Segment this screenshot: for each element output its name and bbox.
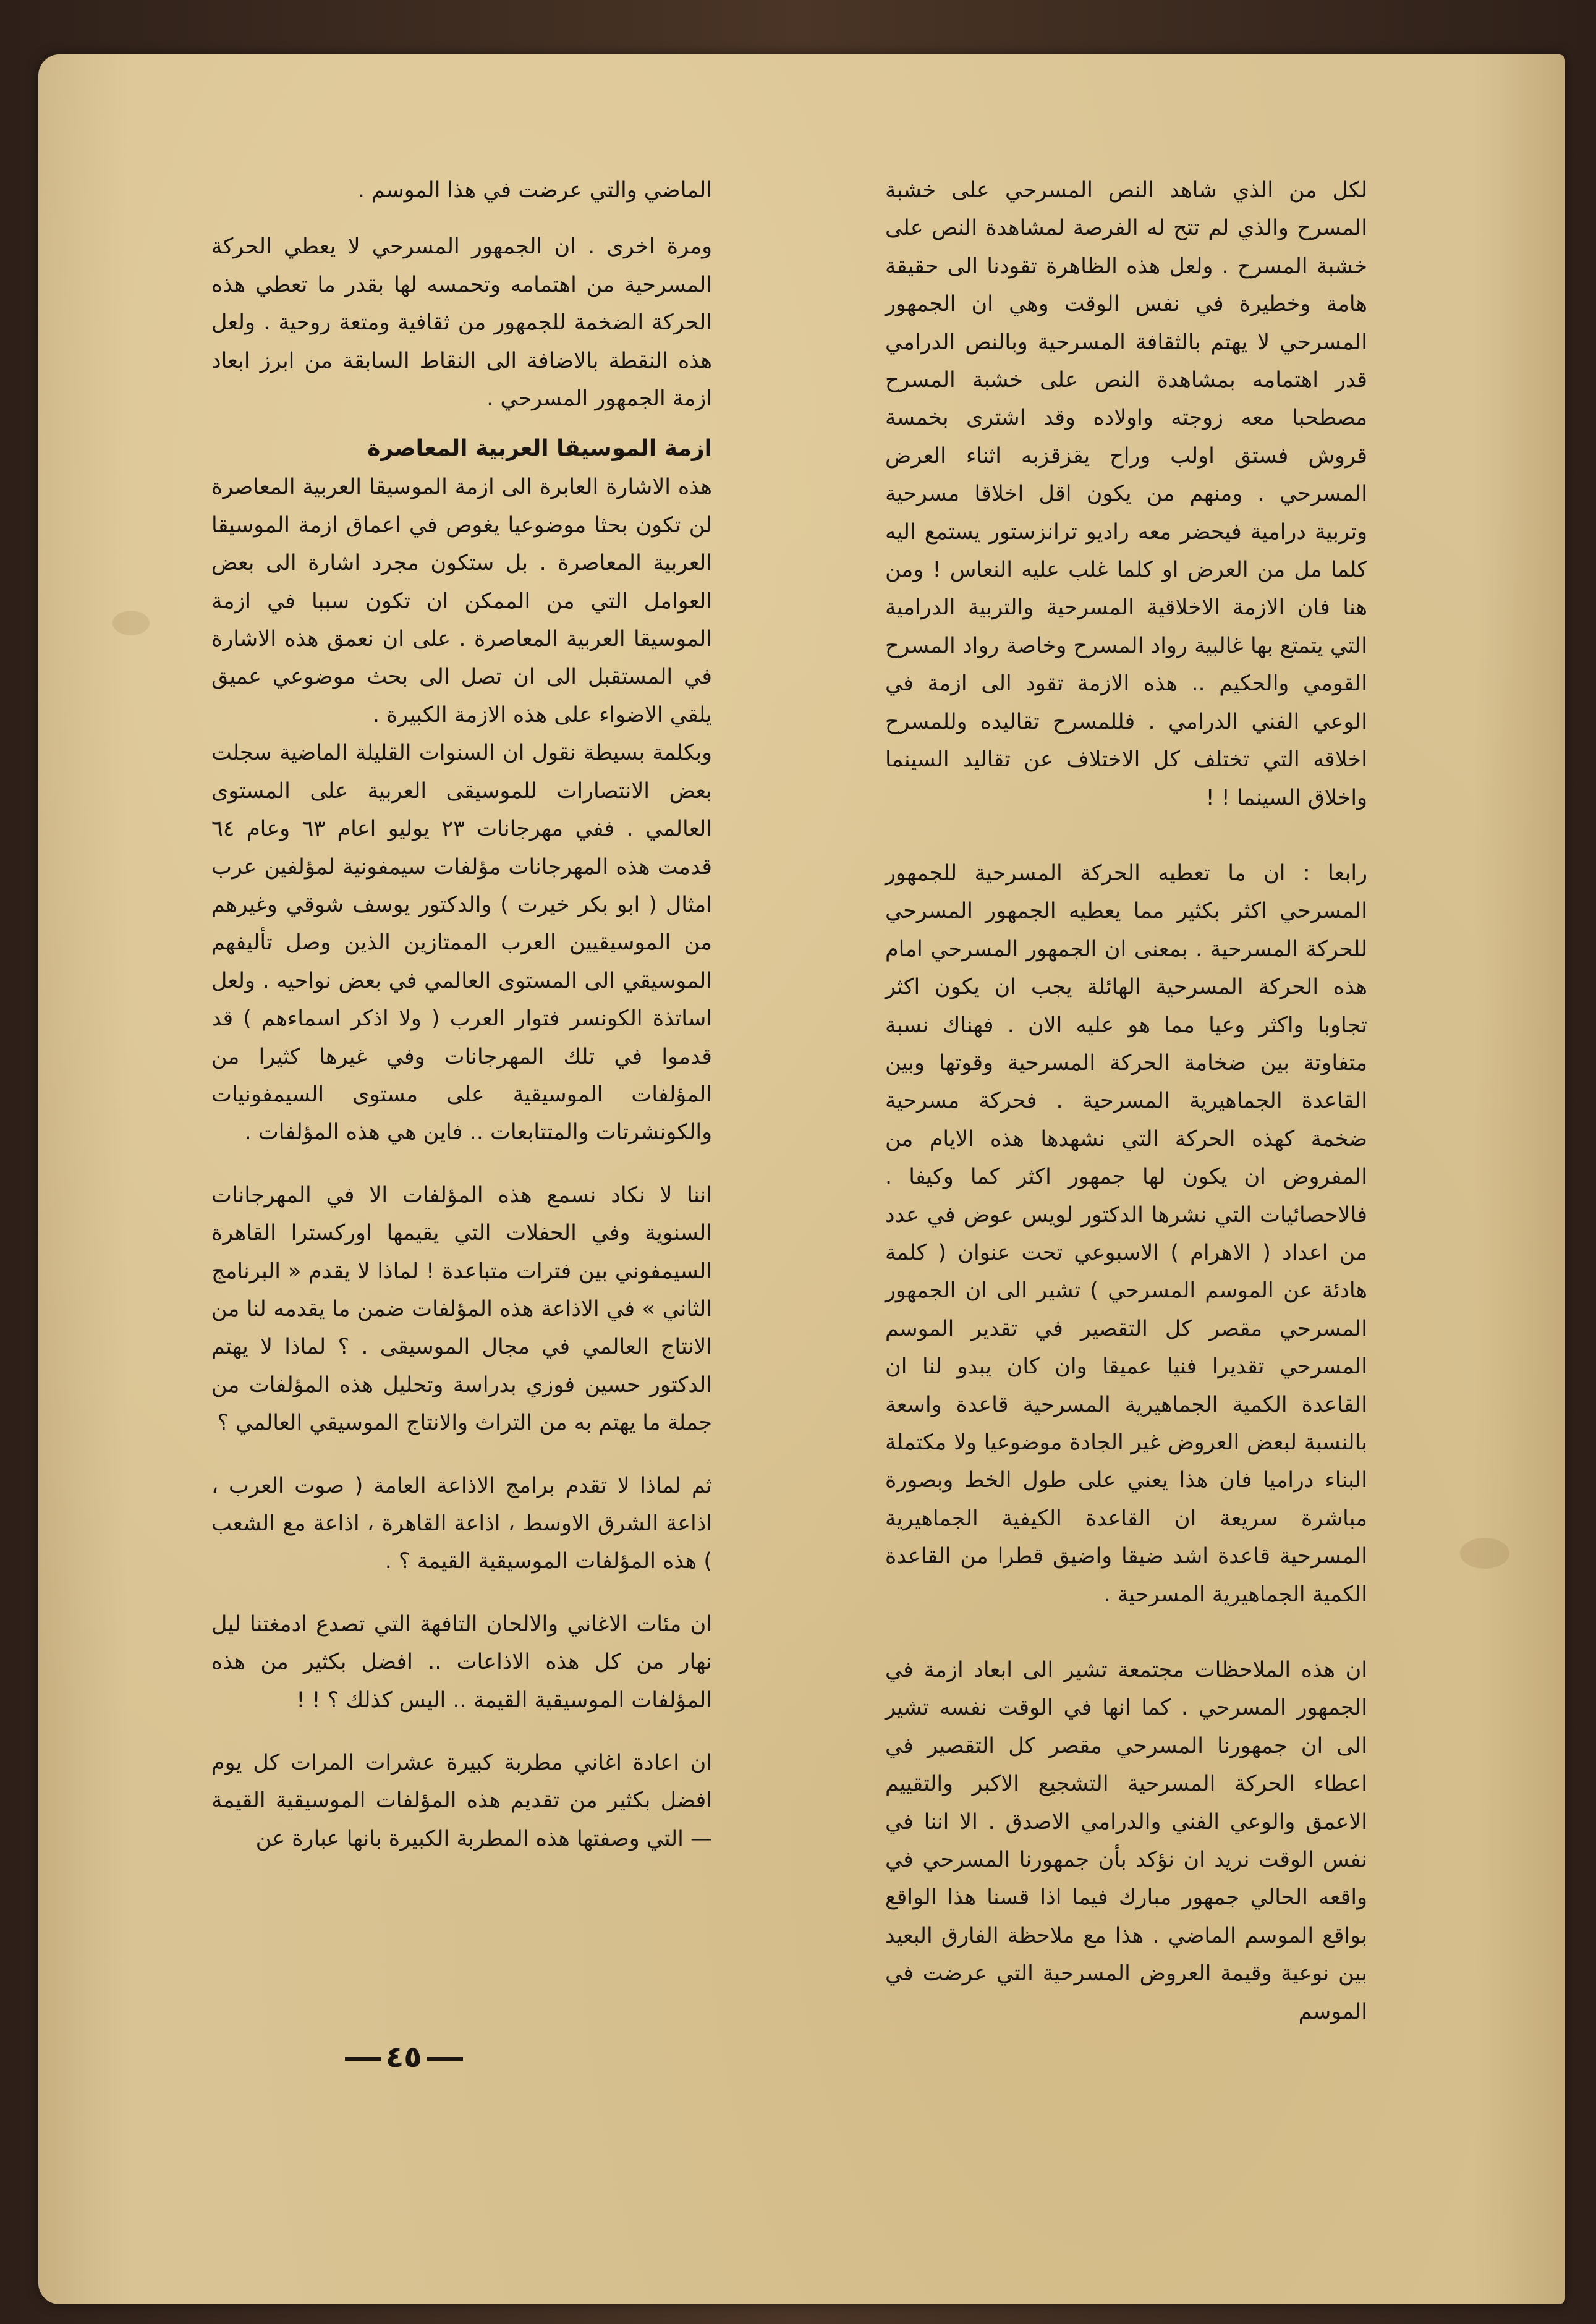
left-column	[211, 172, 712, 1858]
magazine-page	[38, 54, 1565, 2304]
page-number-value: ٤٥	[386, 2040, 422, 2074]
right-column	[885, 172, 1367, 2031]
page-number-dash	[427, 2057, 463, 2061]
paragraph-gap	[885, 1614, 1367, 1652]
section-heading: ازمة الموسيقا العربية المعاصرة	[367, 436, 712, 462]
paragraph-gap	[211, 1720, 712, 1744]
paragraph: ان مئات الاغاني والالحان التافهة التي تصدع ادمغتنا ليل نهار من كل هذه الاذاعات .. افضل بكثير من هذه المؤلفات الموسيقية القيمة .. اليس كذلك ؟ ! !	[211, 1611, 712, 1713]
paper-stain	[1460, 1538, 1509, 1569]
paragraph-gap	[211, 1152, 712, 1177]
paragraph: ان اعادة اغاني مطربة كبيرة عشرات المرات كل يوم افضل بكثير من تقديم هذه المؤلفات الموسيقية القيمة — التي وصفتها هذه المطربة الكبيرة بانها عبارة عن	[211, 1750, 712, 1851]
paragraph-gap	[211, 210, 712, 228]
paragraph: وبكلمة بسيطة نقول ان السنوات القليلة الماضية سجلت بعض الانتصارات للموسيقى العربية على المستوى العالمي . ففي مهرجانات ٢٣ يوليو اعام ٦٣ وعام ٦٤ قدمت هذه المهرجانات مؤلفات سيمفونية لمؤلفين عرب امثال ( ابو بكر خيرت ) والدكتور يوسف شوقي وغيرهم من الموسيقيين العرب الممتازين الذين وصل تأليفهم الموسيقي الى المستوى العالمي في بعض نواحيه . ولعل اساتذة الكونسر فتوار العرب ( ولا اذكر اسماءهم ) قد قدموا في تلك المهرجانات وفي غيرها كثيرا من المؤلفات الموسيقية على مستوى السيمفونيات والكونشرتات والمتتابعات .. فاين هي هذه المؤلفات .	[211, 740, 712, 1145]
paragraph-gap	[211, 1581, 712, 1606]
paragraph: لكل من الذي شاهد النص المسرحي على خشبة المسرح والذي لم تتح له الفرصة لمشاهدة النص على خشبة المسرح . ولعل هذه الظاهرة تقودنا الى حقيقة هامة وخطيرة في نفس الوقت وهي ان الجمهور المسرحي لا يهتم بالثقافة المسرحية وبالنص الدرامي قدر اهتمامه بمشاهدة النص على خشبة المسرح مصطحبا معه زوجته واولاده وقد اشترى بخمسة قروش فستق اولب وراح يقزقزبه اثناء العرض المسرحي . ومنهم من يكون اقل اخلاقا مسرحية وتربية درامية فيحضر معه راديو ترانزستور يستمع اليه كلما مل من العرض او كلما غلب عليه النعاس ! ومن هنا فان الازمة الاخلاقية المسرحية والتربية الدرامية التي يتمتع بها غالبية رواد المسرح وخاصة رواد المسرح القومي والحكيم .. هذه الازمة تقود الى ازمة في الوعي الفني الدرامي . فللمسرح تقاليده وللمسرح اخلاقه التي تختلف كل الاختلاف عن تقاليد السينما واخلاق السينما ! !	[885, 178, 1367, 810]
paragraph-gap	[885, 817, 1367, 855]
paragraph: هذه الاشارة العابرة الى ازمة الموسيقا العربية المعاصرة لن تكون بحثا موضوعيا يغوص في اعماق ازمة الموسيقا العربية المعاصرة . بل ستكون مجرد اشارة الى بعض العوامل التي من الممكن ان تكون سببا في ازمة الموسيقا العربية المعاصرة . على ان نعمق هذه الاشارة في المستقبل الى ان تصل الى بحث موضوعي عميق يلقي الاضواء على هذه الازمة الكبيرة .	[211, 475, 712, 727]
paragraph: الماضي والتي عرضت في هذا الموسم .	[357, 178, 712, 203]
paragraph: ان هذه الملاحظات مجتمعة تشير الى ابعاد ازمة في الجمهور المسرحي . كما انها في الوقت نفسه تشير الى ان جمهورنا المسرحي مقصر كل التقصير في اعطاء الحركة المسرحية التشجيع الاكبر والتقييم الاعمق والوعي الفني والدرامي الاصدق . الا اننا في نفس الوقت نريد ان نؤكد بأن جمهورنا المسرحي في واقعه الحالي جمهور مبارك فيما اذا قسنا هذا الواقع بواقع الموسم الماضي . هذا مع ملاحظة الفارق البعيد بين نوعية وقيمة العروض المسرحية التي عرضت في الموسم	[885, 1658, 1367, 2024]
paragraph: اننا لا نكاد نسمع هذه المؤلفات الا في المهرجانات السنوية وفي الحفلات التي يقيمها اوركسترا القاهرة السيمفوني بين فترات متباعدة ! لماذا لا يقدم « البرنامج الثاني » في الاذاعة هذه المؤلفات ضمن ما يقدمه لنا من الانتاج العالمي في مجال الموسيقى . ؟ لماذا لا يهتم الدكتور حسين فوزي بدراسة وتحليل هذه المؤلفات من جملة ما يهتم به من التراث والانتاج الموسيقي العالمي ؟	[211, 1182, 712, 1436]
paragraph: ومرة اخرى . ان الجمهور المسرحي لا يعطي الحركة المسرحية من اهتمامه وتحمسه لها بقدر ما تعطي هذه الحركة الضخمة للجمهور من ثقافية ومتعة روحية . ولعل هذه النقطة بالاضافة الى النقاط السابقة من ابرز ابعاد ازمة الجمهور المسرحي .	[211, 234, 712, 412]
page-number	[340, 2040, 468, 2074]
paragraph: رابعا : ان ما تعطيه الحركة المسرحية للجمهور المسرحي اكثر بكثير مما يعطيه الجمهور المسرحي للحركة المسرحية . بمعنى ان الجمهور المسرحي امام هذه الحركة المسرحية الهائلة يجب ان يكون اكثر تجاوبا واكثر وعيا مما هو عليه الان . فهناك نسبة متفاوتة بين ضخامة الحركة المسرحية وقوتها وبين القاعدة الجماهيرية المسرحية . فحركة مسرحية ضخمة كهذه الحركة التي نشهدها هذه الايام من المفروض ان يكون لها جمهور اكثر كما وكيفا . فالاحصائيات التي نشرها الدكتور لويس عوض في عدد من اعداد ( الاهرام ) الاسبوعي تحت عنوان ( كلمة هادئة عن الموسم المسرحي ) تشير الى ان الجمهور المسرحي مقصر كل التقصير في تقدير الموسم المسرحي تقديرا فنيا عميقا وان كان يبدو لنا ان القاعدة الكمية الجماهيرية المسرحية قاعدة واسعة بالنسبة لبعض العروض غير الجادة موضوعيا ولا مكتملة البناء دراميا فان هذا يعني على طول الخط وبصورة مباشرة سريعة ان القاعدة الكيفية الجماهيرية المسرحية قاعدة اشد ضيقا واضيق قطرا من القاعدة الكمية الجماهيرية المسرحية .	[885, 860, 1367, 1607]
paragraph-gap	[211, 1443, 712, 1467]
paper-stain	[112, 611, 150, 635]
paragraph: ثم لماذا لا تقدم برامج الاذاعة العامة ( صوت العرب ، اذاعة الشرق الاوسط ، اذاعة القاهرة ، اذاعة مع الشعب ) هذه المؤلفات الموسيقية القيمة ؟ .	[211, 1473, 712, 1574]
page-number-dash	[345, 2057, 381, 2061]
